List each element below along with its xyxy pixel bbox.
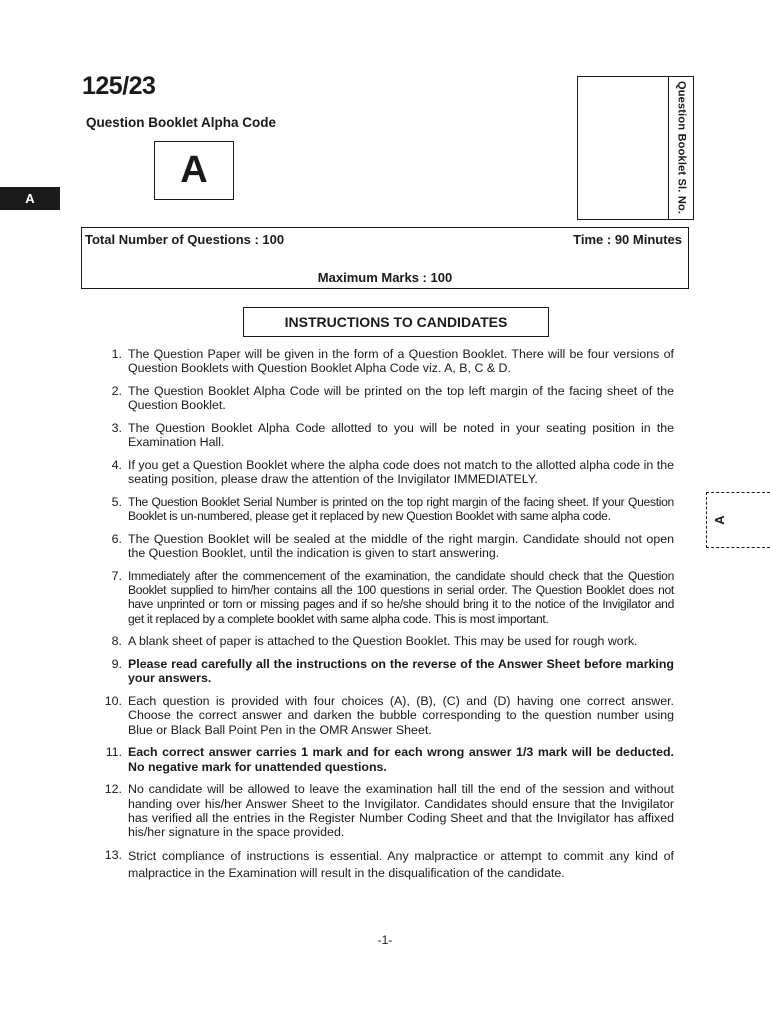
seal-marker (706, 492, 770, 548)
instruction-text: A blank sheet of paper is attached to the Question Booklet. This may be used for rough work. (128, 634, 638, 649)
side-tab (0, 187, 60, 210)
instruction-number: 8. (111, 634, 122, 649)
instruction-number: 6. (111, 532, 122, 546)
alpha-code-label: Question Booklet Alpha Code (86, 115, 277, 130)
instruction-text: Each correct answer carries 1 mark and for each wrong answer 1/3 mark will be deducted. No negative mark for unattended questions. (128, 745, 674, 774)
instructions-heading-text: INSTRUCTIONS TO CANDIDATES (284, 314, 508, 330)
instruction-text: If you get a Question Booklet where the alpha code does not match to the allotted alpha code in the seating position, please draw the attention of the Invigilator IMMEDIATELY. (128, 458, 674, 487)
seal-letter: A (711, 515, 727, 525)
page-number: -1- (377, 933, 393, 947)
seal-dash-top (706, 492, 770, 493)
exam-time: Time : 90 Minutes (573, 232, 682, 247)
instruction-number: 5. (111, 495, 122, 509)
instruction-text: The Question Paper will be given in the form of a Question Booklet. There will be four versions of Question Booklets with Question Booklet Alpha Code viz. A, B, C & D. (128, 347, 674, 376)
alpha-code-box (154, 141, 234, 200)
seal-dash-bottom (706, 547, 770, 548)
instruction-number: 3. (111, 421, 122, 435)
instruction-text: The Question Booklet will be sealed at the middle of the right margin. Candidate should not open the Question Booklet, until the indication is given to start answering. (128, 532, 674, 561)
instruction-number: 11. (105, 745, 122, 760)
alpha-code-value: A (180, 149, 208, 191)
instruction-item (96, 782, 674, 839)
booklet-code: 125/23 (82, 72, 156, 100)
instruction-number: 1. (111, 347, 122, 361)
instruction-number: 2. (111, 384, 122, 398)
instruction-item (96, 694, 674, 737)
serial-number-label: Question Booklet Sl. No. (675, 81, 688, 215)
serial-number-label-strip (668, 76, 694, 220)
seal-dash-left (706, 492, 707, 548)
instruction-item (96, 532, 674, 560)
instruction-item (96, 347, 674, 375)
instruction-text: The Question Booklet Alpha Code will be printed on the top left margin of the facing sheet of the Question Booklet. (128, 384, 674, 413)
instruction-item (96, 745, 674, 773)
instruction-number: 13. (104, 847, 122, 862)
instruction-item (96, 634, 674, 648)
side-tab-letter: A (25, 191, 35, 206)
instruction-text: Immediately after the commencement of the examination, the candidate should check that the Question Booklet supplied to him/her contains all the 100 questions in serial order. The Question Booklet does not have unprinted or torn or missing pages and if so he/she should bring it to the notice of the Invigilator and get it replaced by a complete booklet with same alpha code. This is most important. (128, 569, 674, 626)
instruction-text: Each question is provided with four choices (A), (B), (C) and (D) having one correct answer. Choose the correct answer and darken the bubble corresponding to the question number using Blue or Black Ball Point Pen in the OMR Answer Sheet. (128, 694, 674, 737)
instruction-item (96, 495, 674, 523)
instruction-text: Strict compliance of instructions is essential. Any malpractice or attempt to commit any kind of malpractice in the Examination will result in the disqualification of the candidate. (128, 848, 674, 880)
instruction-item (96, 569, 674, 626)
maximum-marks: Maximum Marks : 100 (317, 270, 453, 285)
instruction-item (96, 421, 674, 449)
instruction-text: The Question Booklet Alpha Code allotted to you will be noted in your seating position in the Examination Hall. (128, 421, 674, 450)
instruction-item (96, 848, 674, 882)
instruction-number: 4. (111, 458, 122, 472)
instruction-number: 10. (104, 694, 122, 709)
instruction-item (96, 384, 674, 412)
instruction-number: 12. (104, 782, 122, 797)
total-questions: Total Number of Questions : 100 (85, 232, 285, 247)
instruction-item (96, 657, 674, 685)
instructions-list (96, 347, 674, 890)
instructions-heading (243, 307, 549, 337)
exam-info-box (81, 227, 689, 289)
instruction-number: 9. (111, 657, 122, 672)
instruction-text: No candidate will be allowed to leave the examination hall till the end of the session and without handing over his/her Answer Sheet to the Invigilator. Candidates should ensure that the Invigilator has verified all the entries in the Register Number Coding Sheet and that the Invigilator has affixed his/her signature in the space provided. (128, 782, 674, 840)
instruction-text: The Question Booklet Serial Number is printed on the top right margin of the facing sheet. If your Question Booklet is un-numbered, please get it replaced by new Question Booklet with same alpha code. (128, 495, 674, 524)
instruction-number: 7. (111, 569, 122, 583)
instruction-text: Please read carefully all the instructions on the reverse of the Answer Sheet before marking your answers. (128, 657, 674, 686)
instruction-item (96, 458, 674, 486)
